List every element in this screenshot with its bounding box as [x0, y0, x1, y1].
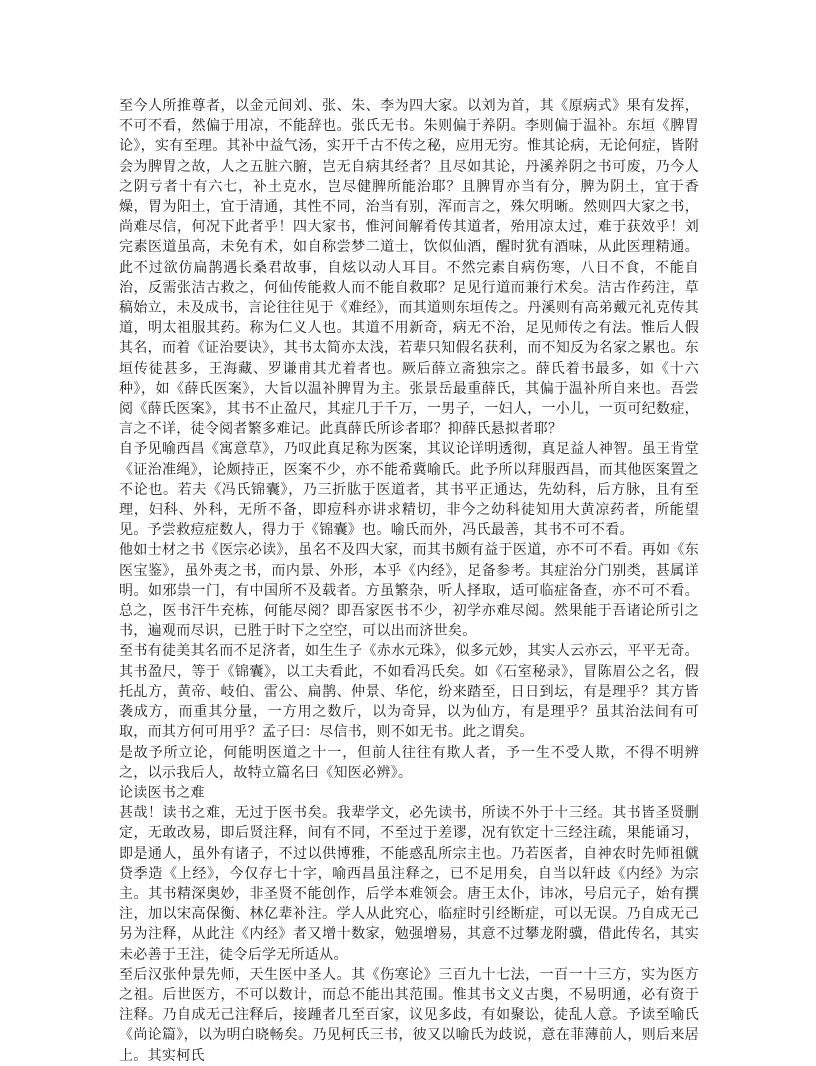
paragraph-false-books: 至书有徒美其名而不足济者，如生生子《赤水元珠》，似多元妙，其实人云亦云，平平无奇。其书盈尺，等于《锦囊》，以工夫看此，不如看冯氏矣。如《石室秘录》，冒陈眉公之名，假托乩方，黄帝、岐伯、雷公、扁鹊、仲景、华佗，纷来踏至，日日到坛，有是理乎？其方皆袭成方，而重其分量，一方用之数斤，以为奇异，以为仙方，有是理乎？虽其治法间有可取，而其方何可用乎？孟子曰：尽信书，则不如无书。此之谓矣。 — [119, 643, 699, 741]
section-heading: 论读医书之难 — [119, 784, 205, 801]
paragraph-reading-difficulty: 甚哉！读书之难，无过于医书矣。我辈学文，必先读书，所读不外于十三经。其书皆圣贤删定，无敢改易，即后贤注释，间有不同，不至过于差谬，况有钦定十三经注疏，果能诵习，即是通人，虽外有诸子，不过以供博雅，不能惑乱所宗主也。乃若医者，自神农时先师祖僦贷季造《上经》，今仅存七十字，喻西昌虽注释之，已不足用矣，自当以轩歧《内经》为宗主。其书精深奥妙，非圣贤不能创作，后学本难领会。唐王太仆，讳冰，号启元子，始有撰注，加以宋高保衡、林亿辈补注。学人从此究心，临症时引经断症，可以无误。乃自成无己另为注释，从此注《内经》者又增十数家，勉强增易，其意不过攀龙附骥，借此传名，其实未必善于王注，徒令后学无所适从。 — [119, 805, 699, 963]
document-page — [119, 96, 699, 1066]
paragraph-zhang-zhongjing: 至后汉张仲景先师，天生医中圣人。其《伤寒论》三百九十七法，一百一十三方，实为医方之祖。后世医方，不可以数计，而总不能出其范围。惟其书文义古奥，不易明通，必有资于注释。乃自成无己注释后，接踵者几至百家，议见多歧，有如聚讼，徒乱人意。予读至喻氏《尚论篇》，以为明白晓畅矣。乃见柯氏三书，彼又以喻氏为歧说，意在菲薄前人，则后来居上。其实柯氏 — [119, 966, 699, 1064]
paragraph-four-masters: 至今人所推尊者，以金元间刘、张、朱、李为四大家。以刘为首，其《原病式》果有发挥，不可不看，然偏于用凉，不能辞也。张氏无书。朱则偏于养阴。李则偏于温补。东垣《脾胃论》，实有至理。其补中益气汤，实开千古不传之秘，应用无穷。惟其论病，无论何症，皆附会为脾胃之故，人之五脏六腑，岂无自病其经者？且尽如其论，丹溪养阴之书可废，乃今人之阴亏者十有六七，补土克水，岂尽健脾所能治耶？且脾胃亦当有分，脾为阴土，宜于香燥，胃为阳土，宜于清通，其性不同，治当有别，浑而言之，殊欠明晰。然则四大家之书，尚难尽信，何况下此者乎！四大家书，惟河间解肴传其道者，殆用凉太过，难于获效乎！刘完素医道虽高，未免有术，如自称尝梦二道士，饮似仙酒，醒时犹有酒味，从此医理精通。此不过欲仿扁鹊遇长桑君故事，自炫以动人耳目。不然完素自病伤寒，八日不食，不能自治，反需张洁古救之，何仙传能救人而不能自救耶？足见行道而兼行术矣。洁古作药注，草稿始立，未及成书，言论往往见于《难经》，而其道则东垣传之。丹溪则有高弟戴元礼克传其道，明太祖服其药。称为仁义人也。其道不用新奇，病无不治，足见师传之有法。惟后人假其名，而着《证治要诀》，其书太简亦太浅，若辈只知假名获利，而不知反为名家之累也。东垣传徒甚多，王海藏、罗谦甫其尤着者也。厥后薛立斋独宗之。薛氏着书最多，如《十六种》，如《薛氏医案》，大旨以温补脾胃为主。张景岳最重薛氏，其偏于温补所自来也。吾尝阅《薛氏医案》，其书不止盈尺，其症几于千万，一男子，一妇人，一小儿，一页可纪数症，言之不详，徒令阅者繁多难记。此真薛氏所诊者耶？抑薛氏悬拟者耶？ — [119, 98, 699, 438]
paragraph-shicai-books: 他如士材之书《医宗必读》，虽名不及四大家，而其书颇有益于医道，亦不可不看。再如《东医宝鉴》，虽外夷之书，而内景、外形，本乎《内经》，足备参考。其症治分门别类，甚属详明。如邪祟一门，有中国所不及载者。方虽繁杂，听人择取，适可临症备查，亦不可不看。总之，医书汗牛充栋，何能尽阅？即吾家医书不少，初学亦难尽阅。然果能于吾诸论所引之书，遍观而尽识，已胜于时下之空空，可以出而济世矣。 — [119, 542, 699, 640]
paragraph-purpose: 是故予所立论，何能明医道之十一，但前人往往有欺人者，予一生不受人欺，不得不明辨之，以示我后人，故特立篇名曰《知医必辨》。 — [119, 744, 699, 781]
paragraph-yu-xichang: 自予见喻西昌《寓意草》，乃叹此真足称为医案，其议论详明透彻，真足益人神智。虽王肯堂《证治准绳》，论颇持正，医案不少，亦不能希冀喻氏。此予所以拜服西昌，而其他医案置之不论也。若夫《冯氏锦囊》，乃三折肱于医道者，其书平正通达，先幼科，后方脉，且有至理，妇科、外科，无所不备，即痘科亦讲求精切，非今之幼科徒知用大黄凉药者，所能望见。予尝救痘症数人，得力于《锦囊》也。喻氏而外，冯氏最善，其书不可不看。 — [119, 441, 699, 539]
